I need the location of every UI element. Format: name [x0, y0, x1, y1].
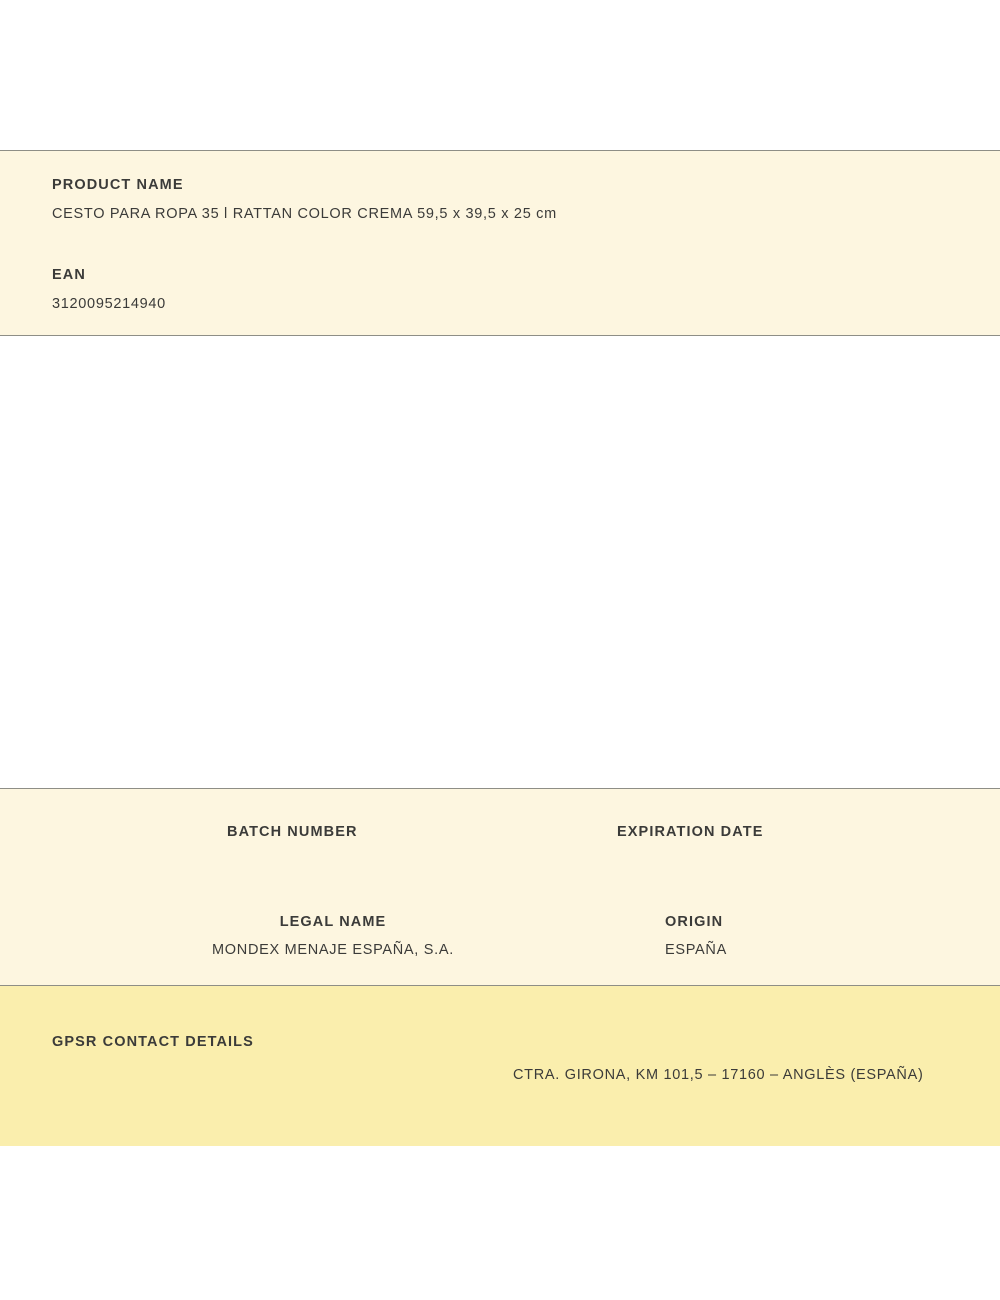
origin-value: ESPAÑA	[665, 942, 727, 958]
product-name-value: CESTO PARA ROPA 35 l RATTAN COLOR CREMA 59,5 x 39,5 x 25 cm	[52, 206, 557, 222]
batch-number-label: BATCH NUMBER	[227, 824, 358, 840]
blank-image-area	[0, 336, 1000, 788]
gpsr-contact-value: CTRA. GIRONA, KM 101,5 – 17160 – ANGLÈS (ESPAÑA)	[513, 1067, 924, 1083]
gpsr-contact-label: GPSR CONTACT DETAILS	[52, 1034, 254, 1050]
expiration-date-label: EXPIRATION DATE	[617, 824, 764, 840]
origin-block	[665, 914, 965, 958]
legal-name-value: MONDEX MENAJE ESPAÑA, S.A.	[212, 942, 454, 958]
batch-legal-band	[0, 788, 1000, 986]
gpsr-contact-band	[0, 986, 1000, 1146]
ean-label: EAN	[52, 267, 86, 283]
legal-name-label: LEGAL NAME	[279, 914, 387, 930]
product-name-label: PRODUCT NAME	[52, 177, 184, 193]
origin-label: ORIGIN	[665, 914, 724, 930]
ean-value: 3120095214940	[52, 296, 166, 312]
legal-name-block	[163, 914, 503, 958]
batch-number-block	[227, 824, 527, 840]
product-info-band	[0, 150, 1000, 336]
page-footer-blank	[0, 1146, 1000, 1300]
batch-expiration-row	[0, 824, 1000, 854]
product-name-block	[52, 177, 557, 222]
expiration-date-block	[617, 824, 937, 840]
ean-block	[52, 267, 166, 312]
